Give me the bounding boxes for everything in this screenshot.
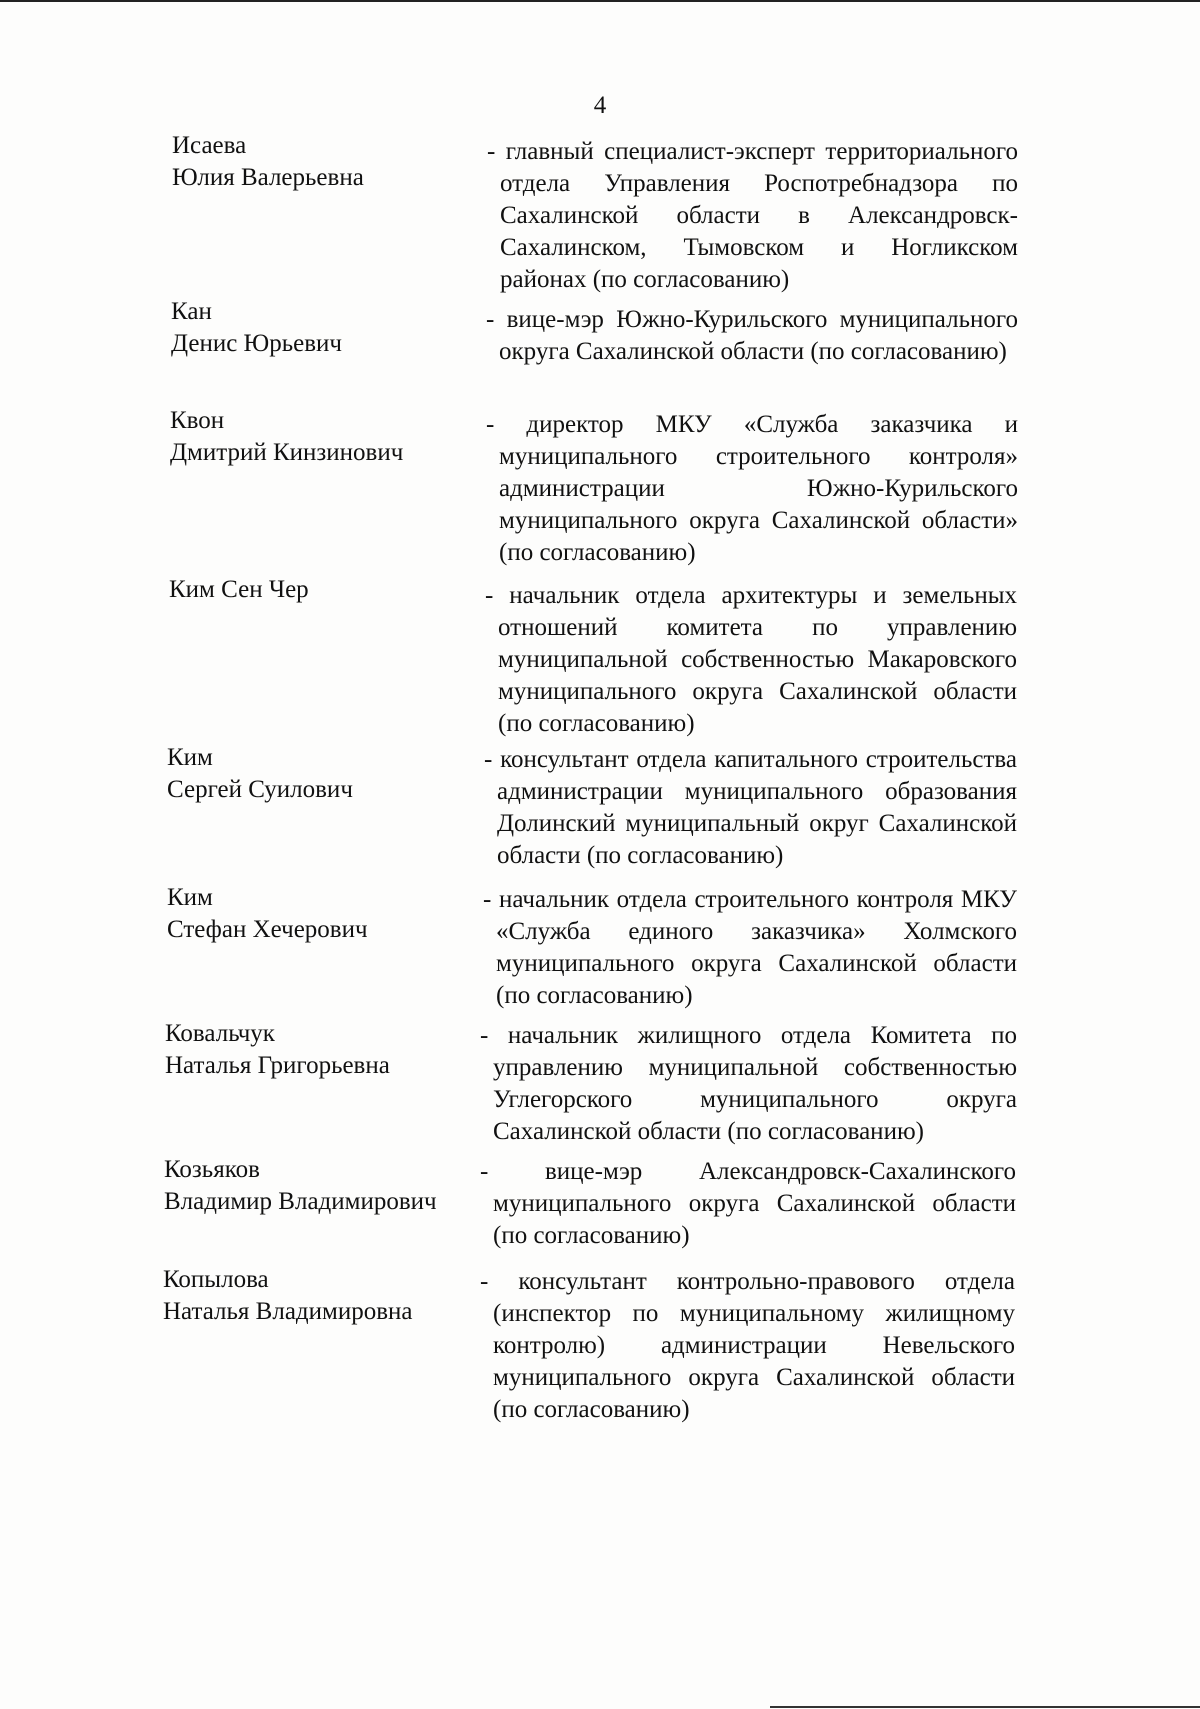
person-position — [487, 136, 1018, 296]
dash-marker: - — [486, 411, 527, 438]
person-given-names: Денис Юрьевич — [171, 330, 343, 357]
person-position — [480, 1266, 1015, 1426]
dash-marker: - — [485, 582, 510, 609]
person-position — [484, 744, 1017, 872]
dash-marker: - — [480, 1268, 519, 1295]
dash-marker: - — [483, 886, 499, 913]
bottom-rule — [770, 1706, 1200, 1708]
position-text: директор МКУ «Служба заказчика и муниципального строительного контроля» администрации Южно-Курильского муниципального округа Сахалинской области» (по согласованию) — [499, 411, 1018, 566]
person-given-names: Дмитрий Кинзинович — [170, 439, 404, 466]
person-position — [485, 580, 1017, 740]
position-text: начальник отдела архитектуры и земельных отношений комитета по управлению муниципальной собственностью Макаровского муниципального округа Сахалинской области (по согласованию) — [498, 582, 1017, 737]
person-given-names: Наталья Григорьевна — [165, 1052, 390, 1079]
position-text: вице-мэр Южно-Курильского муниципального округа Сахалинской области (по согласованию) — [499, 306, 1019, 365]
person-position — [480, 1156, 1016, 1252]
person-name — [170, 405, 500, 469]
person-surname: Копылова — [163, 1266, 269, 1293]
position-text: начальник жилищного отдела Комитета по управлению муниципальной собственностью Углегорского муниципального округа Сахалинской области (по согласованию) — [493, 1022, 1017, 1145]
dash-marker: - — [480, 1158, 545, 1185]
person-surname: Ким Сен Чер — [169, 576, 309, 603]
person-given-names: Сергей Суилович — [167, 776, 353, 803]
person-surname: Козьяков — [164, 1156, 260, 1183]
person-name — [165, 1018, 495, 1082]
position-text: консультант контрольно-правового отдела (инспектор по муниципальному жилищному контролю) администрации Невельского муниципального округа Сахалинской области (по согласованию) — [493, 1268, 1016, 1423]
person-surname: Исаева — [172, 132, 247, 159]
person-surname: Ким — [167, 884, 213, 911]
person-given-names: Владимир Владимирович — [164, 1188, 437, 1215]
person-name — [163, 1264, 493, 1328]
person-name — [167, 882, 497, 946]
person-surname: Ковальчук — [165, 1020, 275, 1047]
person-position — [480, 1020, 1017, 1148]
person-name — [167, 742, 497, 806]
person-position — [483, 884, 1017, 1012]
top-rule — [0, 0, 1200, 2]
page-number: 4 — [593, 92, 607, 119]
person-surname: Ким — [167, 744, 213, 771]
person-given-names: Наталья Владимировна — [163, 1298, 413, 1325]
person-given-names: Стефан Хечерович — [167, 916, 368, 943]
person-name — [164, 1154, 494, 1218]
dash-marker: - — [484, 746, 501, 773]
dash-marker: - — [480, 1022, 508, 1049]
position-text: вице-мэр Александровск-Сахалинского муниципального округа Сахалинской области (по согласованию) — [493, 1158, 1017, 1249]
position-text: консультант отдела капитального строительства администрации муниципального образования Долинский муниципальный округ Сахалинской области (по согласованию) — [497, 746, 1017, 869]
person-name — [172, 130, 502, 194]
person-surname: Квон — [170, 407, 225, 434]
person-name — [171, 296, 501, 360]
person-surname: Кан — [171, 298, 212, 325]
dash-marker: - — [487, 138, 506, 165]
position-text: главный специалист-эксперт территориального отдела Управления Роспотребнадзора по Сахалинской области в Александровск-Сахалинском, Тымовском и Ногликском районах (по согласованию) — [500, 138, 1018, 293]
person-position — [486, 304, 1018, 368]
person-given-names: Юлия Валерьевна — [172, 164, 364, 191]
position-text: начальник отдела строительного контроля МКУ «Служба единого заказчика» Холмского муниципального округа Сахалинской области (по согласованию) — [496, 886, 1017, 1009]
dash-marker: - — [486, 306, 507, 333]
person-position — [486, 409, 1018, 569]
person-name — [169, 574, 499, 606]
